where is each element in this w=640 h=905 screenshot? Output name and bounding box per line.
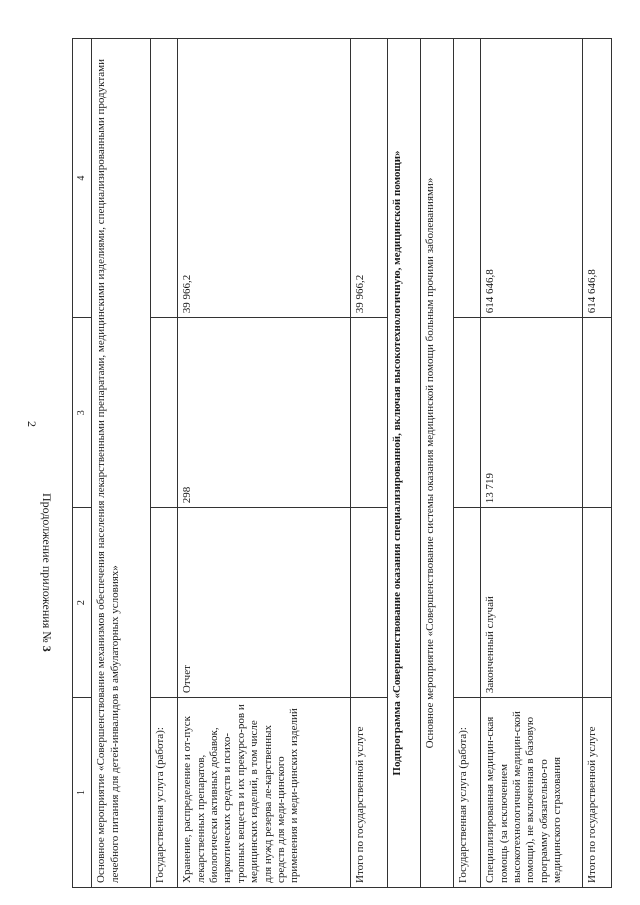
subprogram-title: Подпрограмма «Совершенствование оказания специализированной, включая высокотехнологичную, медицинской помощи» bbox=[388, 39, 421, 888]
column-number: 2 bbox=[73, 508, 92, 698]
service-row-2 bbox=[481, 39, 583, 888]
continuation-number: 3 bbox=[40, 645, 54, 652]
service-amount-2: 614 646,8 bbox=[481, 39, 583, 318]
total-label: Итого по государственной услуге bbox=[351, 698, 388, 888]
subprogram-row bbox=[388, 39, 421, 888]
service-row bbox=[178, 39, 351, 888]
service-label-row-2 bbox=[454, 39, 481, 888]
main-event-row bbox=[92, 39, 151, 888]
total-row-2 bbox=[583, 39, 612, 888]
service-label-2: Государственная услуга (работа): bbox=[454, 698, 481, 888]
total-amount: 39 966,2 bbox=[351, 39, 388, 318]
service-label-row bbox=[151, 39, 178, 888]
total-label-2: Итого по государственной услуге bbox=[583, 698, 612, 888]
service-unit-2: Законченный случай bbox=[481, 508, 583, 698]
column-number-row bbox=[73, 39, 92, 888]
column-number: 3 bbox=[73, 318, 92, 508]
column-number: 4 bbox=[73, 39, 92, 318]
service-unit: Отчет bbox=[178, 508, 351, 698]
column-number: 1 bbox=[73, 698, 92, 888]
rotated-page bbox=[25, 38, 632, 888]
total-row bbox=[351, 39, 388, 888]
service-volume: 298 bbox=[178, 318, 351, 508]
main-event-text-2: Основное мероприятие «Совершенствование системы оказания медицинской помощи больным прочими заболеваниями» bbox=[421, 39, 454, 888]
appendix-table bbox=[72, 38, 612, 888]
service-amount: 39 966,2 bbox=[178, 39, 351, 318]
main-event-text: Основное мероприятие «Совершенствование механизмов обеспечения населения лекарственными препаратами, медицинскими изделиями, специализированными продуктами лечебного питания для детей-инвалидов в амбулаторных условиях» bbox=[92, 39, 151, 888]
service-volume-2: 13 719 bbox=[481, 318, 583, 508]
total-amount-2: 614 646,8 bbox=[583, 39, 612, 318]
page-number: 2 bbox=[25, 421, 39, 427]
service-name-2: Специализированная медицин-ская помощь (за исключением высокотехнологичной медицин-ской помощи), не включенная в базовую программу обязательно-го медицинского страхования bbox=[481, 698, 583, 888]
main-event-row-2 bbox=[421, 39, 454, 888]
continuation-text: Продолжение приложения № bbox=[40, 493, 54, 643]
continuation-label bbox=[39, 493, 54, 652]
service-name: Хранение, распределение и от-пуск лекарственных препаратов, биологически активных добавок, наркотических средств и психо-тропных веществ и их прекурсо-ров и медицинских изделий, в том числе для нужд резерва ле-карственных средств для меди-цинского применения и меди-цинских изделий bbox=[178, 698, 351, 888]
service-label: Государственная услуга (работа): bbox=[151, 698, 178, 888]
